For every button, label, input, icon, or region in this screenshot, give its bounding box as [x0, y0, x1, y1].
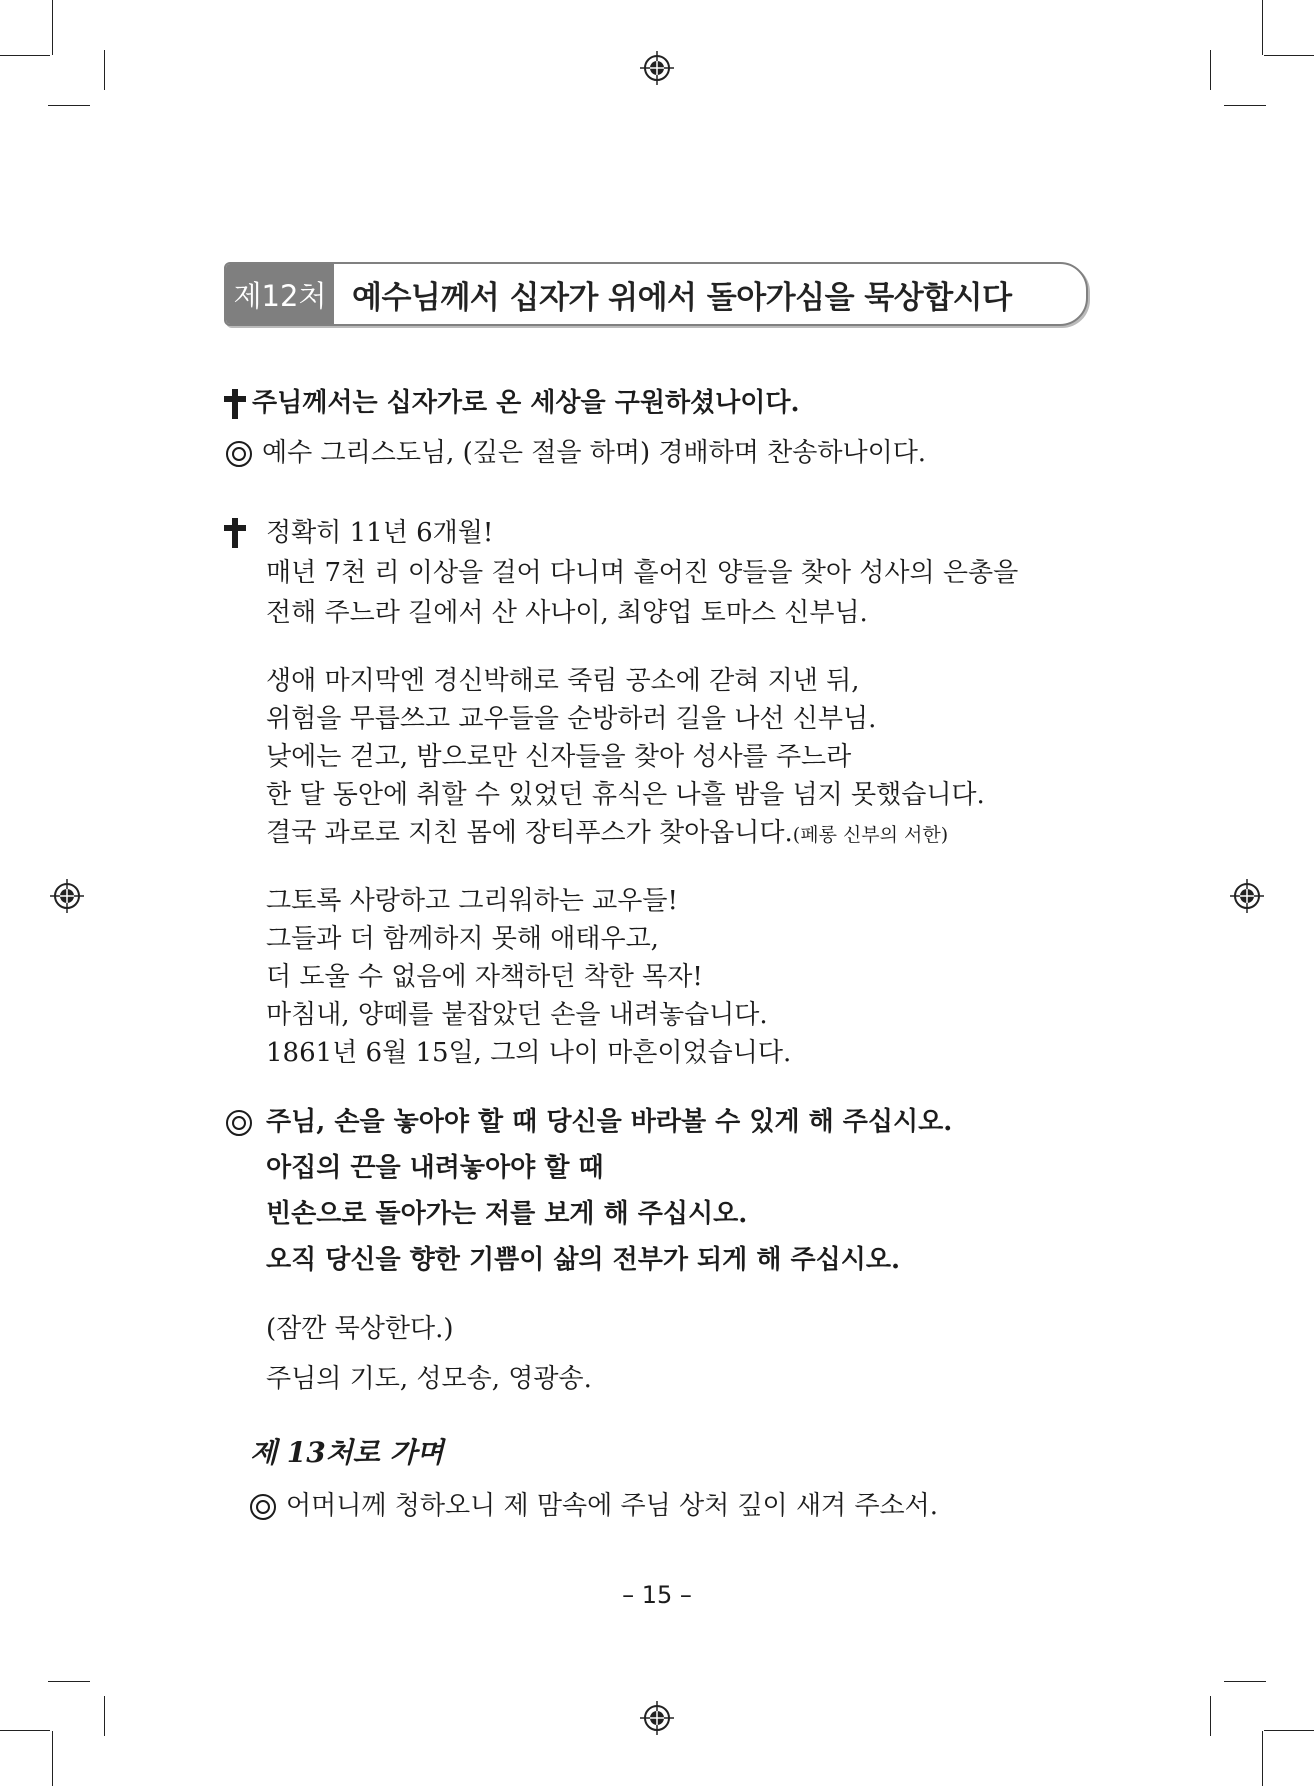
people-response: 예수 그리스도님, (깊은 절을 하며) 경배하며 찬송하나이다.	[262, 438, 927, 468]
double-circle-icon	[250, 1494, 276, 1520]
double-circle-icon	[226, 1110, 252, 1136]
next-station-hymn: 어머니께 청하오니 제 맘속에 주님 상처 깊이 새겨 주소서.	[286, 1491, 939, 1521]
meditation-line: 정확히 11년 6개월!	[266, 518, 494, 548]
double-circle-icon	[226, 441, 252, 467]
registration-mark-icon	[1230, 879, 1264, 913]
meditation-line: 전해 주느라 길에서 산 사나이, 최양업 토마스 신부님.	[266, 598, 868, 628]
registration-mark-icon	[640, 1701, 674, 1735]
station-number: 제12처	[226, 264, 334, 324]
registration-mark-icon	[640, 51, 674, 85]
meditation-line: 그토록 사랑하고 그리워하는 교우들!	[266, 886, 678, 916]
prayer-line: 주님, 손을 놓아야 할 때 당신을 바라볼 수 있게 해 주십시오.	[266, 1107, 953, 1137]
prayer-line: 아집의 끈을 내려놓아야 할 때	[266, 1153, 604, 1183]
meditation-line: 더 도울 수 없음에 자책하던 착한 목자!	[266, 962, 703, 992]
closing-prayers: 주님의 기도, 성모송, 영광송.	[266, 1364, 592, 1394]
station-header	[224, 262, 1088, 326]
meditation-line: 매년 7천 리 이상을 걸어 다니며 흩어진 양들을 찾아 성사의 은총을	[266, 558, 1019, 588]
next-station-heading: 제 13처로 가며	[250, 1436, 444, 1469]
meditation-line: 한 달 동안에 취할 수 있었던 휴식은 나흘 밤을 넘지 못했습니다.	[266, 780, 985, 810]
prayer-line: 오직 당신을 향한 기쁨이 삶의 전부가 되게 해 주십시오.	[266, 1245, 901, 1275]
meditation-line: 생애 마지막엔 경신박해로 죽림 공소에 갇혀 지낸 뒤,	[266, 666, 860, 696]
latin-cross-icon	[224, 518, 246, 548]
prayer-line: 빈손으로 돌아가는 저를 보게 해 주십시오.	[266, 1199, 748, 1229]
leader-versicle: 주님께서는 십자가로 온 세상을 구원하셨나이다.	[252, 388, 800, 418]
meditation-line: 마침내, 양떼를 붙잡았던 손을 내려놓습니다.	[266, 1000, 768, 1030]
source-note: (페롱 신부의 서한)	[792, 824, 949, 846]
meditation-line: 1861년 6월 15일, 그의 나이 마흔이었습니다.	[266, 1038, 792, 1068]
latin-cross-icon	[224, 389, 246, 419]
station-title: 예수님께서 십자가 위에서 돌아가심을 묵상합시다	[352, 279, 1012, 316]
meditation-line: 위험을 무릅쓰고 교우들을 순방하러 길을 나선 신부님.	[266, 704, 877, 734]
page-number: – 15 –	[622, 1581, 692, 1609]
meditation-line: 그들과 더 함께하지 못해 애태우고,	[266, 924, 659, 954]
pause-instruction: (잠깐 묵상한다.)	[266, 1314, 454, 1344]
registration-mark-icon	[50, 879, 84, 913]
meditation-line: 낮에는 걷고, 밤으로만 신자들을 찾아 성사를 주느라	[266, 742, 852, 772]
meditation-text: 결국 과로로 지친 몸에 장티푸스가 찾아옵니다.	[266, 818, 793, 848]
meditation-line	[266, 814, 948, 854]
